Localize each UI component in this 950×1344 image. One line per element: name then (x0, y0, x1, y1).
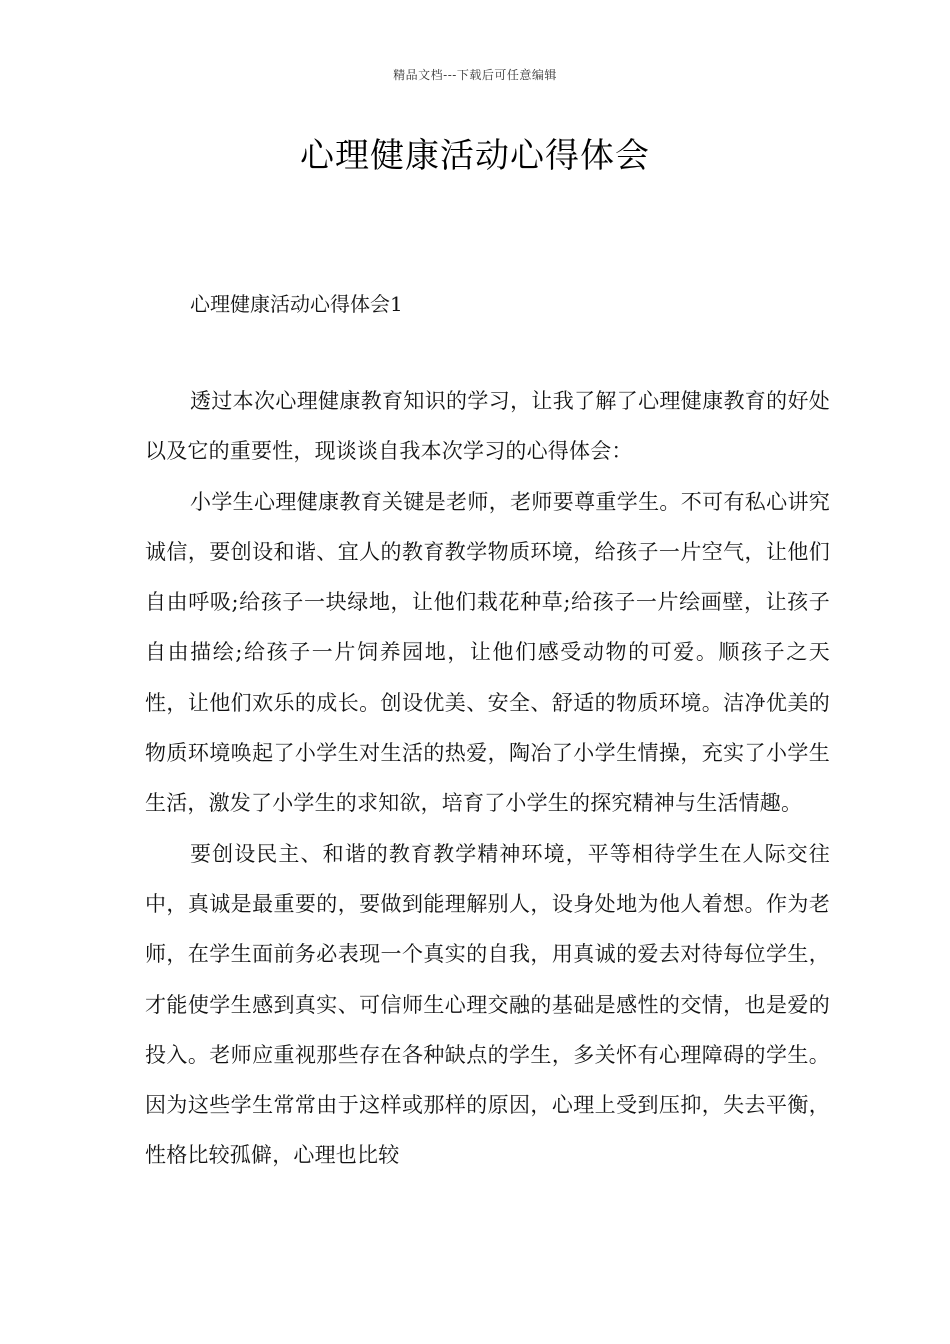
document-title: 心理健康活动心得体会 (300, 136, 650, 176)
paragraph: 小学生心理健康教育关键是老师，老师要尊重学生。不可有私心讲究诚信，要创设和谐、宜人的教育教学物质环境，给孩子一片空气，让他们自由呼吸;给孩子一块绿地，让他们栽花种草;给孩子一片绘画壁，让孩子自由描绘;给孩子一片饲养园地，让他们感受动物的可爱。顺孩子之天性，让他们欢乐的成长。创设优美、安全、舒适的物质环境。洁净优美的物质环境唤起了小学生对生活的热爱，陶冶了小学生情操，充实了小学生生活，激发了小学生的求知欲，培育了小学生的探究精神与生活情趣。 (145, 489, 830, 816)
paragraph: 透过本次心理健康教育知识的学习，让我了解了心理健康教育的好处以及它的重要性，现谈谈自我本次学习的心得体会： (145, 389, 830, 464)
header-note: 精品文档---下载后可任意编辑 (393, 68, 557, 82)
paragraph: 要创设民主、和谐的教育教学精神环境，平等相待学生在人际交往中，真诚是最重要的，要做到能理解别人，设身处地为他人着想。作为老师，在学生面前务必表现一个真实的自我，用真诚的爱去对待每位学生，才能使学生感到真实、可信师生心理交融的基础是感性的交情，也是爱的投入。老师应重视那些存在各种缺点的学生，多关怀有心理障碍的学生。因为这些学生常常由于这样或那样的原因，心理上受到压抑，失去平衡，性格比较孤僻，心理也比较 (145, 841, 830, 1168)
body-text (145, 376, 830, 1181)
section-heading: 心理健康活动心得体会1 (190, 292, 403, 316)
